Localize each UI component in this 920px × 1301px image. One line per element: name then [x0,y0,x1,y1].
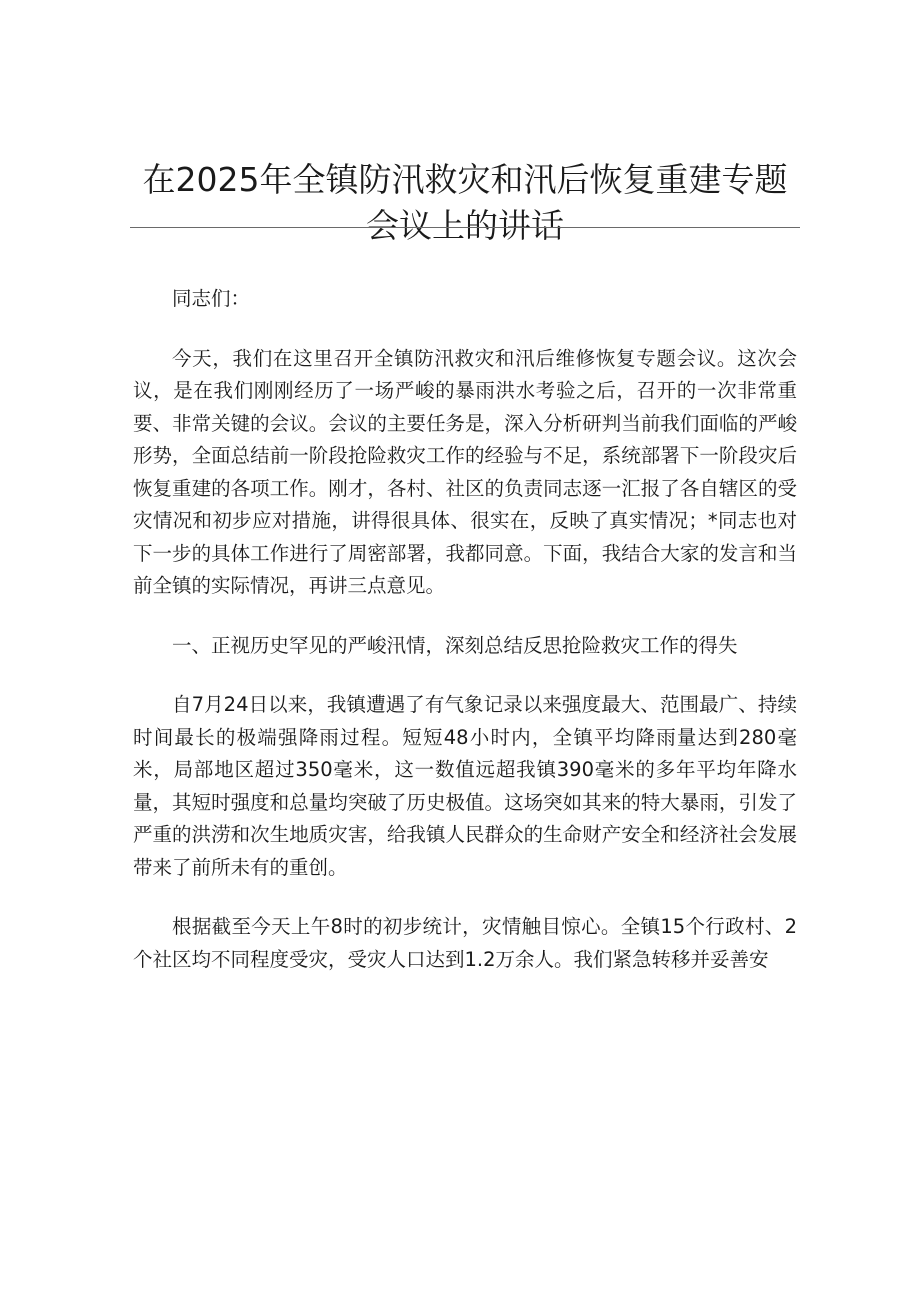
salutation: 同志们： [172,287,251,310]
document-body [133,283,797,1003]
document-title-line-2: 会议上的讲话 [366,206,564,245]
document-title [130,157,800,249]
paragraph-disaster-stats: 根据截至今天上午8时的初步统计，灾情触目惊心。全镇15个行政村、2个社区均不同程度受灾，受灾人口达到1.2万余人。我们紧急转移并妥善安 [133,915,797,971]
title-divider [130,227,800,228]
paragraph-intro: 今天，我们在这里召开全镇防汛救灾和汛后维修恢复专题会议。这次会议，是在我们刚刚经历了一场严峻的暴雨洪水考验之后，召开的一次非常重要、非常关键的会议。会议的主要任务是，深入分析研判当前我们面临的严峻形势，全面总结前一阶段抢险救灾工作的经验与不足，系统部署下一阶段灾后恢复重建的各项工作。刚才，各村、社区的负责同志逐一汇报了各自辖区的受灾情况和初步应对措施，讲得很具体、很实在，反映了真实情况；*同志也对下一步的具体工作进行了周密部署，我都同意。下面，我结合大家的发言和当前全镇的实际情况，再讲三点意见。 [133,346,797,597]
section-heading-1: 一、正视历史罕见的严峻汛情，深刻总结反思抢险救灾工作的得失 [172,633,738,657]
document-title-line-1: 在2025年全镇防汛救灾和汛后恢复重建专题 [142,160,788,199]
paragraph-rainfall: 自7月24日以来，我镇遭遇了有气象记录以来强度最大、范围最广、持续时间最长的极端强降雨过程。短短48小时内，全镇平均降雨量达到280毫米，局部地区超过350毫米，这一数值远超我镇390毫米的多年平均年降水量，其短时强度和总量均突破了历史极值。这场突如其来的特大暴雨，引发了严重的洪涝和次生地质灾害，给我镇人民群众的生命财产安全和经济社会发展带来了前所未有的重创。 [133,693,797,879]
